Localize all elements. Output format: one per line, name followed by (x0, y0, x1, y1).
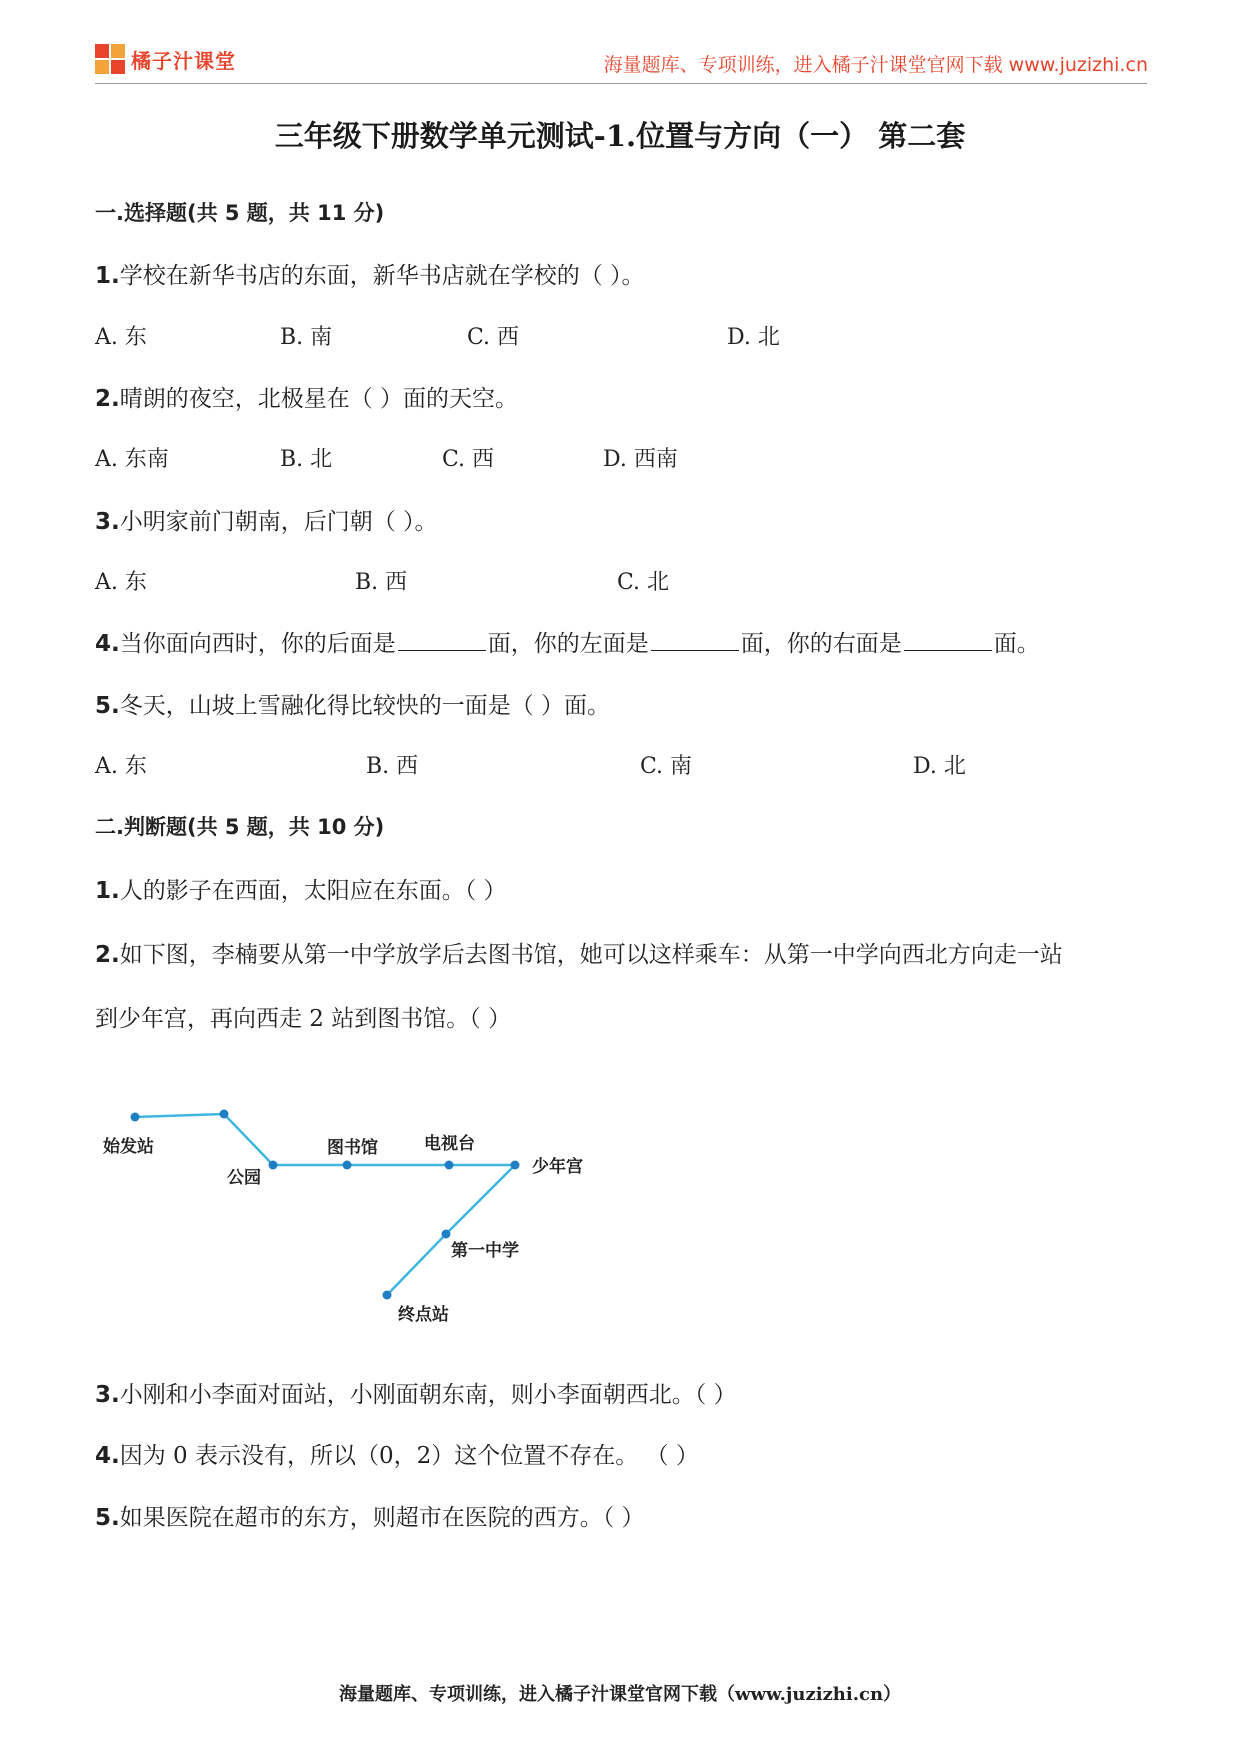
section-heading-judgement: 二.判断题(共 5 题，共 10 分) (95, 815, 385, 839)
option-b: B. 西 (355, 570, 408, 595)
stop-start-dot (131, 1113, 140, 1122)
page-footer: 海量题库、专项训练，进入橘子汁课堂官网下载（www.juzizhi.cn） (338, 1684, 902, 1705)
label-first-middle-school: 第一中学 (451, 1241, 519, 1261)
question-text: 因为 0 表示没有，所以（0，2）这个位置不存在。 （ ） (119, 1443, 699, 1469)
option-d: D. 北 (727, 325, 780, 350)
option-d: D. 北 (913, 754, 966, 779)
question-text: 小刚和小李面对面站，小刚面朝东南，则小李面朝西北。（ ） (119, 1382, 737, 1408)
question-text: 如果医院在超市的东方，则超市在医院的西方。（ ） (119, 1505, 645, 1531)
question-text: 冬天，山坡上雪融化得比较快的一面是（ ）面。 (119, 693, 611, 719)
question-text: 学校在新华书店的东面，新华书店就在学校的（ ）。 (119, 263, 645, 289)
label-youth-palace: 少年宫 (532, 1157, 583, 1177)
logo-icon (95, 44, 125, 74)
question-3 (95, 1376, 737, 1409)
option-a: A. 东 (95, 325, 147, 350)
label-library: 图书馆 (327, 1138, 378, 1158)
question-number: 5. (95, 1505, 120, 1531)
question-text-part: 面，你的右面是 (740, 631, 902, 657)
question-number: 1. (95, 878, 120, 904)
brand-logo (95, 44, 236, 74)
header-divider (95, 83, 1147, 84)
answer-blank (651, 649, 739, 651)
question-text-part: 面。 (993, 631, 1040, 657)
option-d: D. 西南 (603, 447, 678, 472)
question-4 (95, 625, 1040, 658)
question-text-part: 面，你的左面是 (487, 631, 649, 657)
stop-first-middle-school-dot (442, 1230, 451, 1239)
label-tv-station: 电视台 (424, 1134, 475, 1154)
section-heading-choice: 一.选择题(共 5 题，共 11 分) (95, 201, 385, 225)
answer-blank (904, 649, 992, 651)
header-slogan: 海量题库、专项训练，进入橘子汁课堂官网下载 www.juzizhi.cn (603, 54, 1148, 76)
question-2 (95, 936, 1063, 969)
stop-library-dot (343, 1161, 352, 1170)
option-a: A. 东南 (95, 447, 169, 472)
question-text: 人的影子在西面，太阳应在东面。（ ） (119, 878, 507, 904)
question-text: 如下图，李楠要从第一中学放学后去图书馆，她可以这样乘车：从第一中学向西北方向走一站 (119, 942, 1063, 968)
page-title: 三年级下册数学单元测试-1.位置与方向（一） 第二套 (274, 119, 966, 153)
option-c: C. 西 (442, 447, 495, 472)
route-line-south (387, 1165, 515, 1295)
question-5 (95, 687, 610, 720)
option-a: A. 东 (95, 754, 147, 779)
question-number: 4. (95, 1443, 120, 1469)
stop-bend-dot (220, 1110, 229, 1119)
question-number: 2. (95, 942, 120, 968)
question-1 (95, 872, 507, 905)
logo-text: 橘子汁课堂 (131, 48, 236, 73)
question-number: 1. (95, 263, 120, 289)
label-start: 始发站 (103, 1137, 154, 1157)
question-2 (95, 380, 518, 413)
question-3 (95, 503, 438, 536)
question-1 (95, 257, 645, 290)
stop-tv-station-dot (445, 1161, 454, 1170)
stop-youth-palace-dot (511, 1161, 520, 1170)
question-2-continued: 到少年宫，再向西走 2 站到图书馆。（ ） (95, 1006, 512, 1032)
question-text: 晴朗的夜空，北极星在（ ）面的天空。 (119, 386, 519, 412)
label-terminal: 终点站 (398, 1305, 449, 1325)
question-4 (95, 1437, 699, 1470)
question-number: 2. (95, 386, 120, 412)
question-number: 4. (95, 631, 120, 657)
option-c: C. 西 (467, 325, 520, 350)
option-b: B. 北 (280, 447, 333, 472)
stop-park-dot (269, 1161, 278, 1170)
answer-blank (398, 649, 486, 651)
option-a: A. 东 (95, 570, 147, 595)
label-park: 公园 (227, 1168, 261, 1188)
option-b: B. 南 (280, 325, 333, 350)
question-number: 5. (95, 693, 120, 719)
question-number: 3. (95, 1382, 120, 1408)
bus-route-map (95, 1095, 615, 1345)
question-number: 3. (95, 509, 120, 535)
question-5 (95, 1499, 645, 1532)
question-text: 小明家前门朝南，后门朝（ ）。 (119, 509, 438, 535)
stop-terminal-dot (383, 1291, 392, 1300)
option-c: C. 南 (640, 754, 693, 779)
option-b: B. 西 (366, 754, 419, 779)
question-text-part: 当你面向西时，你的后面是 (119, 631, 396, 657)
option-c: C. 北 (617, 570, 670, 595)
